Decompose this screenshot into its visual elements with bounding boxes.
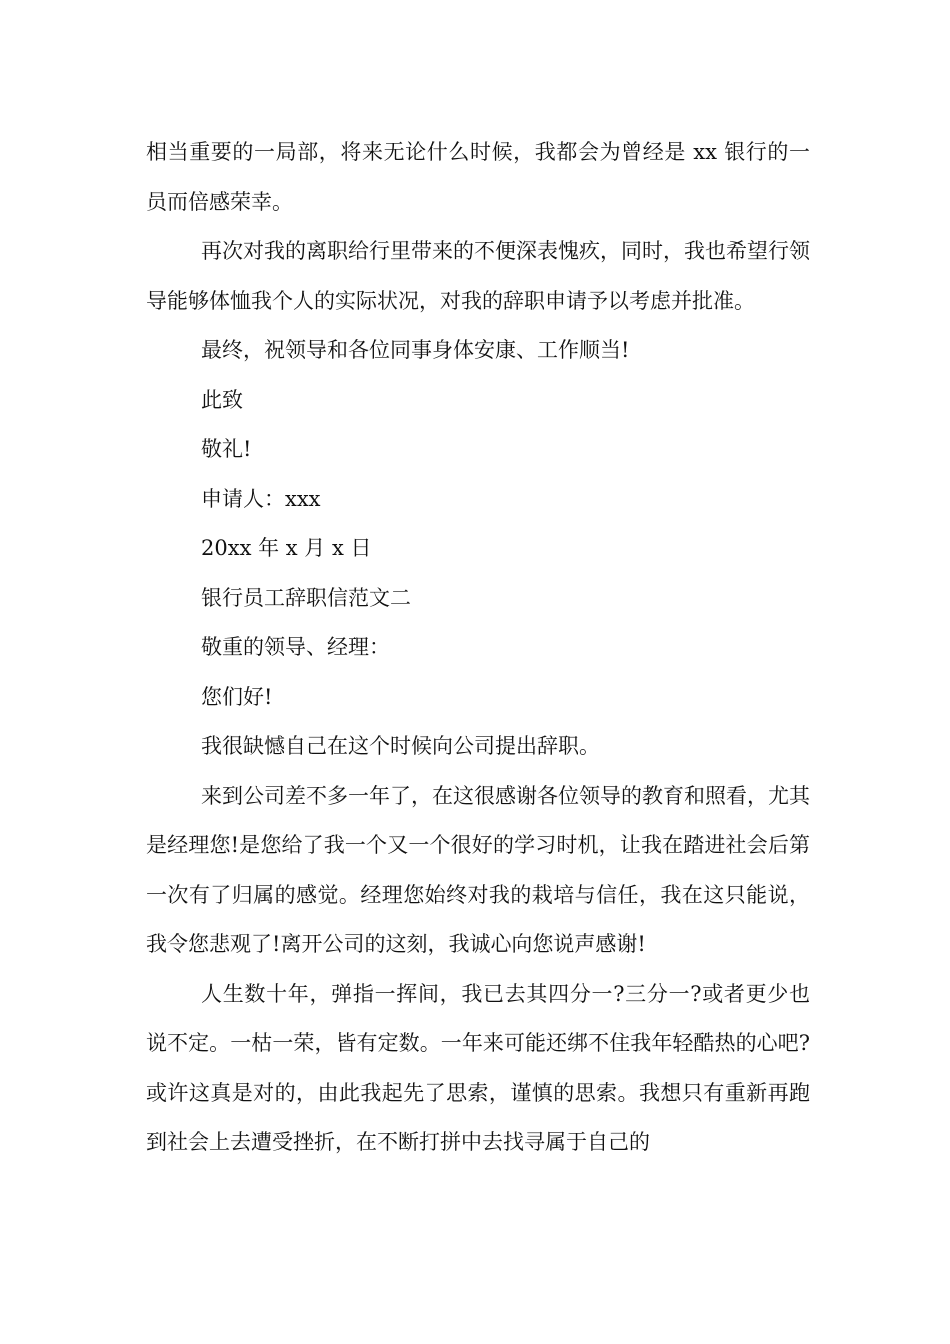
date-line: 20xx 年 x 月 x 日 <box>201 536 372 560</box>
closing-salutation: 此致 <box>201 387 243 412</box>
applicant-line: 申请人：xxx <box>201 486 321 511</box>
letter-greeting: 敬重的领导、经理： <box>201 635 390 659</box>
letter-hello: 您们好! <box>201 684 273 709</box>
document-body <box>146 128 810 1168</box>
paragraph-gratitude: 来到公司差不多一年了，在这很感谢各位领导的教育和照看，尤其是经理您!是您给了我一个又一个很好的学习时机，让我在踏进社会后第一次有了归属的感觉。经理您始终对我的栽培与信任，我在这只能说，我令您悲观了!离开公司的这刻，我诚心向您说声感谢! <box>146 783 810 956</box>
paragraph-closing-wish: 最终，祝领导和各位同事身体安康、工作顺当! <box>201 338 630 362</box>
paragraph-regret: 我很缺憾自己在这个时候向公司提出辞职。 <box>201 734 600 758</box>
paragraph-continuation: 相当重要的一局部，将来无论什么时候，我都会为曾经是 xx 银行的一员而倍感荣幸。 <box>146 140 810 214</box>
closing-regards: 敬礼! <box>201 437 252 461</box>
paragraph-apology: 再次对我的离职给行里带来的不便深表愧疚，同时，我也希望行领导能够体恤我个人的实际状况，对我的辞职申请予以考虑并批准。 <box>146 239 810 313</box>
paragraph-reflection: 人生数十年，弹指一挥间，我已去其四分一?三分一?或者更少也说不定。一枯一荣，皆有定数。一年来可能还绑不住我年轻酷热的心吧?或许这真是对的，由此我起先了思索，谨慎的思索。我想只有重新再跑到社会上去遭受挫折，在不断打拼中去找寻属于自己的 <box>146 981 810 1154</box>
section-title: 银行员工辞职信范文二 <box>201 585 411 610</box>
